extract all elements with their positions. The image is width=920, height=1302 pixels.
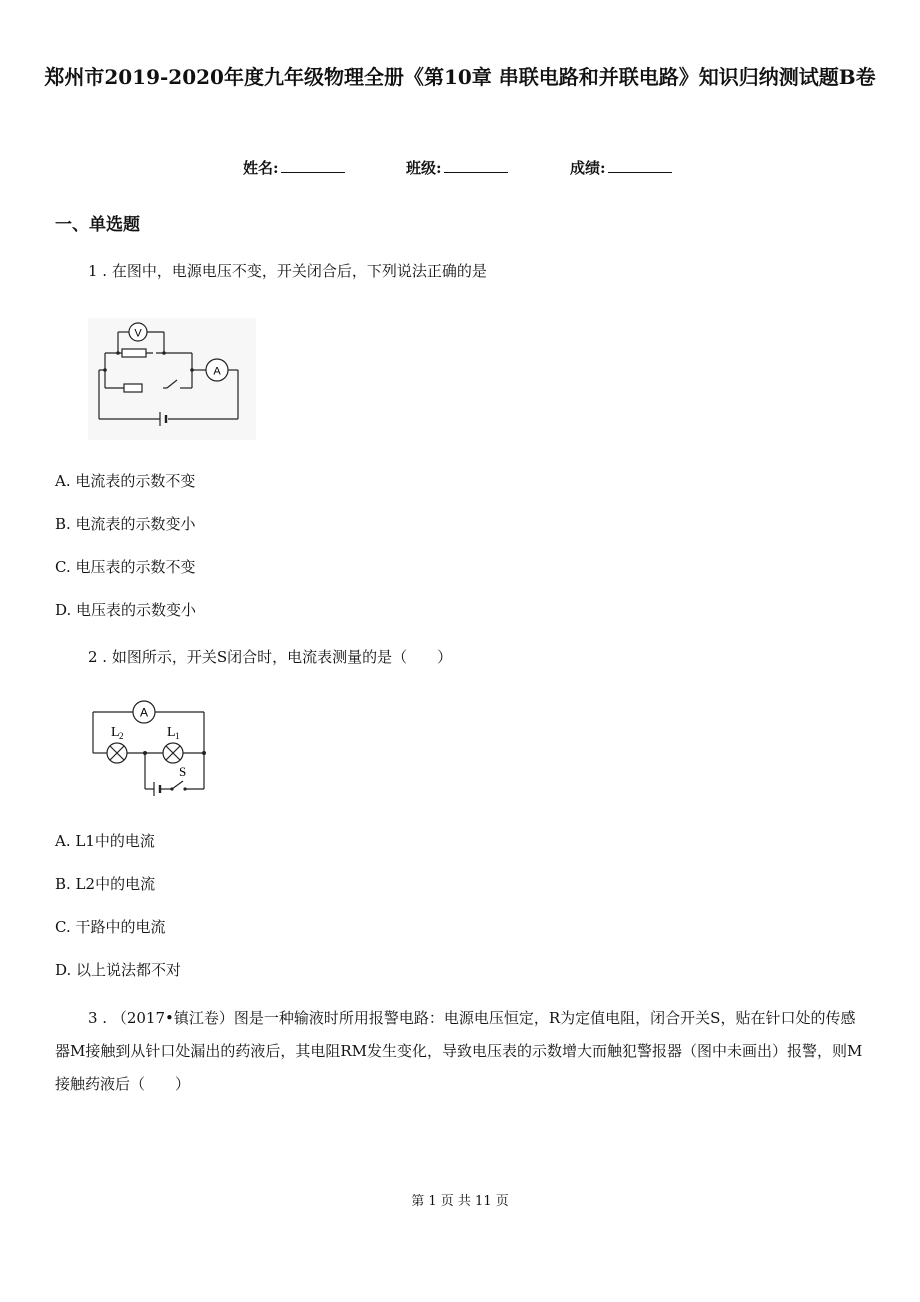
question-1-stem: 1 . 在图中，电源电压不变，开关闭合后，下列说法正确的是 [88,262,487,280]
question-1-option-d[interactable]: D. 电压表的示数变小 [55,601,197,619]
lamp-l1-label: L [167,725,176,740]
question-3-stem: 3 . （2017•镇江卷）图是一种输液时所用报警电路：电源电压恒定，R为定值电阻，闭合开关S，贴在针口处的传感器M接触到从针口处漏出的药液后，其电阻RM发生变化，导致电压表的示数增大而触犯警报器（图中未画出）报警，则M接触药液后（ ） [55,1009,863,1093]
question-2-stem: 2 . 如图所示，开关S闭合时，电流表测量的是（ ） [88,648,453,666]
question-2-option-d[interactable]: D. 以上说法都不对 [55,961,182,979]
lamp-l2-label: L [111,725,120,740]
document-title: 郑州市2019-2020年度九年级物理全册《第10章 串联电路和并联电路》知识归纳测试题B卷 [44,65,876,89]
class-blank[interactable] [444,158,508,173]
question-1-option-a[interactable]: A. 电流表的示数不变 [55,472,196,490]
question-2-option-c[interactable]: C. 干路中的电流 [55,918,166,936]
ammeter-label: A [213,365,221,378]
section-heading: 一、单选题 [55,215,140,235]
question-2-option-a[interactable]: A. L1中的电流 [55,832,155,850]
voltmeter-label: V [134,327,142,340]
question-2-circuit-figure [88,698,212,802]
question-1-option-b[interactable]: B. 电流表的示数变小 [55,515,196,533]
class-label: 班级: [406,159,442,177]
score-label: 成绩: [570,159,606,177]
score-blank[interactable] [608,158,672,173]
lamp-l1-subscript: 1 [175,731,180,741]
lamp-l2-subscript: 2 [119,731,124,741]
score-field[interactable] [570,157,672,178]
ammeter-label: A [139,705,149,720]
name-field[interactable] [243,157,345,178]
question-1-option-c[interactable]: C. 电压表的示数不变 [55,558,196,576]
name-label: 姓名: [243,159,279,177]
class-field[interactable] [406,157,508,178]
question-1-circuit-figure [88,318,256,440]
question-2-option-b[interactable]: B. L2中的电流 [55,875,156,893]
name-blank[interactable] [281,158,345,173]
page-footer: 第 1 页 共 11 页 [411,1194,509,1209]
switch-s-label: S [179,764,187,779]
